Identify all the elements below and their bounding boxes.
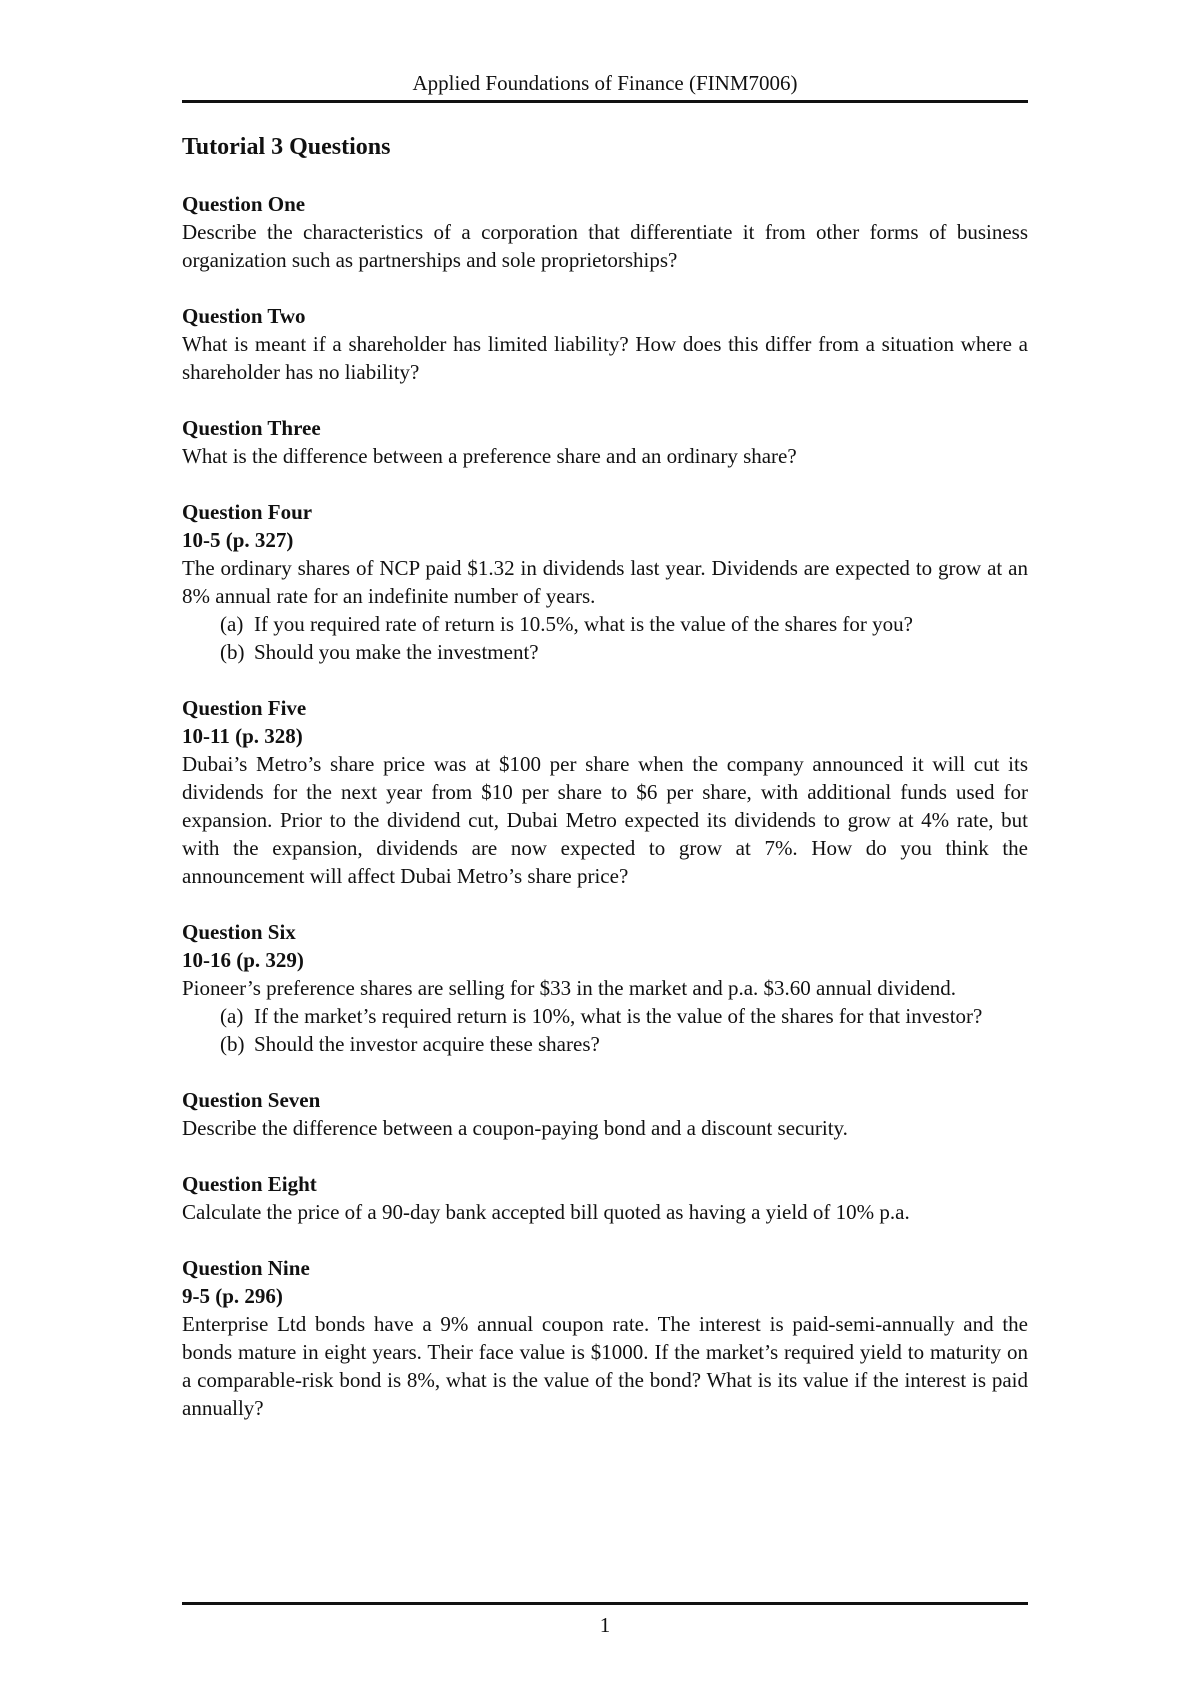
question-block bbox=[182, 498, 1028, 666]
question-reference: 10-11 (p. 328) bbox=[182, 724, 303, 748]
sub-question-text: Should you make the investment? bbox=[254, 640, 539, 664]
question-text: Describe the characteristics of a corporation that differentiate it from other forms of business organization such as partnerships and sole proprietorships? bbox=[182, 220, 1028, 272]
question-block bbox=[182, 1254, 1028, 1422]
question-heading: Question Five bbox=[182, 696, 307, 720]
question-text: Calculate the price of a 90-day bank accepted bill quoted as having a yield of 10% p.a. bbox=[182, 1200, 910, 1224]
question-text: Describe the difference between a coupon-paying bond and a discount security. bbox=[182, 1116, 848, 1140]
sub-question-text: If you required rate of return is 10.5%, what is the value of the shares for you? bbox=[254, 612, 913, 636]
sub-question bbox=[182, 610, 1028, 638]
question-reference: 10-16 (p. 329) bbox=[182, 948, 304, 972]
question-heading: Question Two bbox=[182, 304, 306, 328]
question-text: What is the difference between a preference share and an ordinary share? bbox=[182, 444, 797, 468]
question-block bbox=[182, 414, 1028, 470]
questions-list bbox=[182, 190, 1028, 1422]
sub-question-marker: (a) bbox=[220, 1004, 244, 1028]
question-reference: 9-5 (p. 296) bbox=[182, 1284, 283, 1308]
question-heading: Question Seven bbox=[182, 1088, 321, 1112]
question-reference: 10-5 (p. 327) bbox=[182, 528, 294, 552]
sub-question-marker: (b) bbox=[220, 640, 245, 664]
header-rule bbox=[182, 100, 1028, 103]
question-block bbox=[182, 1170, 1028, 1226]
document-body bbox=[182, 132, 1028, 1450]
sub-question bbox=[182, 1002, 1028, 1030]
sub-question bbox=[182, 1030, 1028, 1058]
document-title: Tutorial 3 Questions bbox=[182, 134, 391, 160]
sub-question-list bbox=[182, 610, 1028, 666]
question-text: Dubai’s Metro’s share price was at $100 per share when the company announced it will cut its dividends for the next year from $10 per share to $6 per share, with additional funds used for expansion. Prior to the dividend cut, Dubai Metro expected its dividends to grow at 4% rate, but with the expansion, dividends are now expected to grow at 7%. How do you think the announcement will affect Dubai Metro’s share price? bbox=[182, 752, 1028, 888]
question-heading: Question Nine bbox=[182, 1256, 310, 1280]
question-block bbox=[182, 918, 1028, 1058]
sub-question-text: Should the investor acquire these shares? bbox=[254, 1032, 600, 1056]
question-heading: Question One bbox=[182, 192, 306, 216]
sub-question-list bbox=[182, 1002, 1028, 1058]
page-header: Applied Foundations of Finance (FINM7006) bbox=[412, 71, 798, 95]
sub-question-text: If the market’s required return is 10%, what is the value of the shares for that investor? bbox=[254, 1004, 983, 1028]
question-block bbox=[182, 190, 1028, 274]
sub-question-marker: (b) bbox=[220, 1032, 245, 1056]
question-text: Enterprise Ltd bonds have a 9% annual coupon rate. The interest is paid-semi-annually and the bonds mature in eight years. Their face value is $1000. If the market’s required yield to maturity on a comparable-risk bond is 8%, what is the value of the bond? What is its value if the interest is paid annually? bbox=[182, 1312, 1028, 1420]
question-block bbox=[182, 694, 1028, 890]
sub-question-marker: (a) bbox=[220, 612, 244, 636]
question-heading: Question Three bbox=[182, 416, 321, 440]
question-heading: Question Eight bbox=[182, 1172, 317, 1196]
question-text: The ordinary shares of NCP paid $1.32 in dividends last year. Dividends are expected to grow at an 8% annual rate for an indefinite number of years. bbox=[182, 556, 1028, 608]
question-text: What is meant if a shareholder has limited liability? How does this differ from a situation where a shareholder has no liability? bbox=[182, 332, 1028, 384]
question-text: Pioneer’s preference shares are selling for $33 in the market and p.a. $3.60 annual dividend. bbox=[182, 976, 957, 1000]
sub-question bbox=[182, 638, 1028, 666]
question-heading: Question Four bbox=[182, 500, 313, 524]
footer-rule bbox=[182, 1602, 1028, 1605]
question-heading: Question Six bbox=[182, 920, 296, 944]
question-block bbox=[182, 302, 1028, 386]
question-block bbox=[182, 1086, 1028, 1142]
page-number: 1 bbox=[599, 1613, 611, 1637]
